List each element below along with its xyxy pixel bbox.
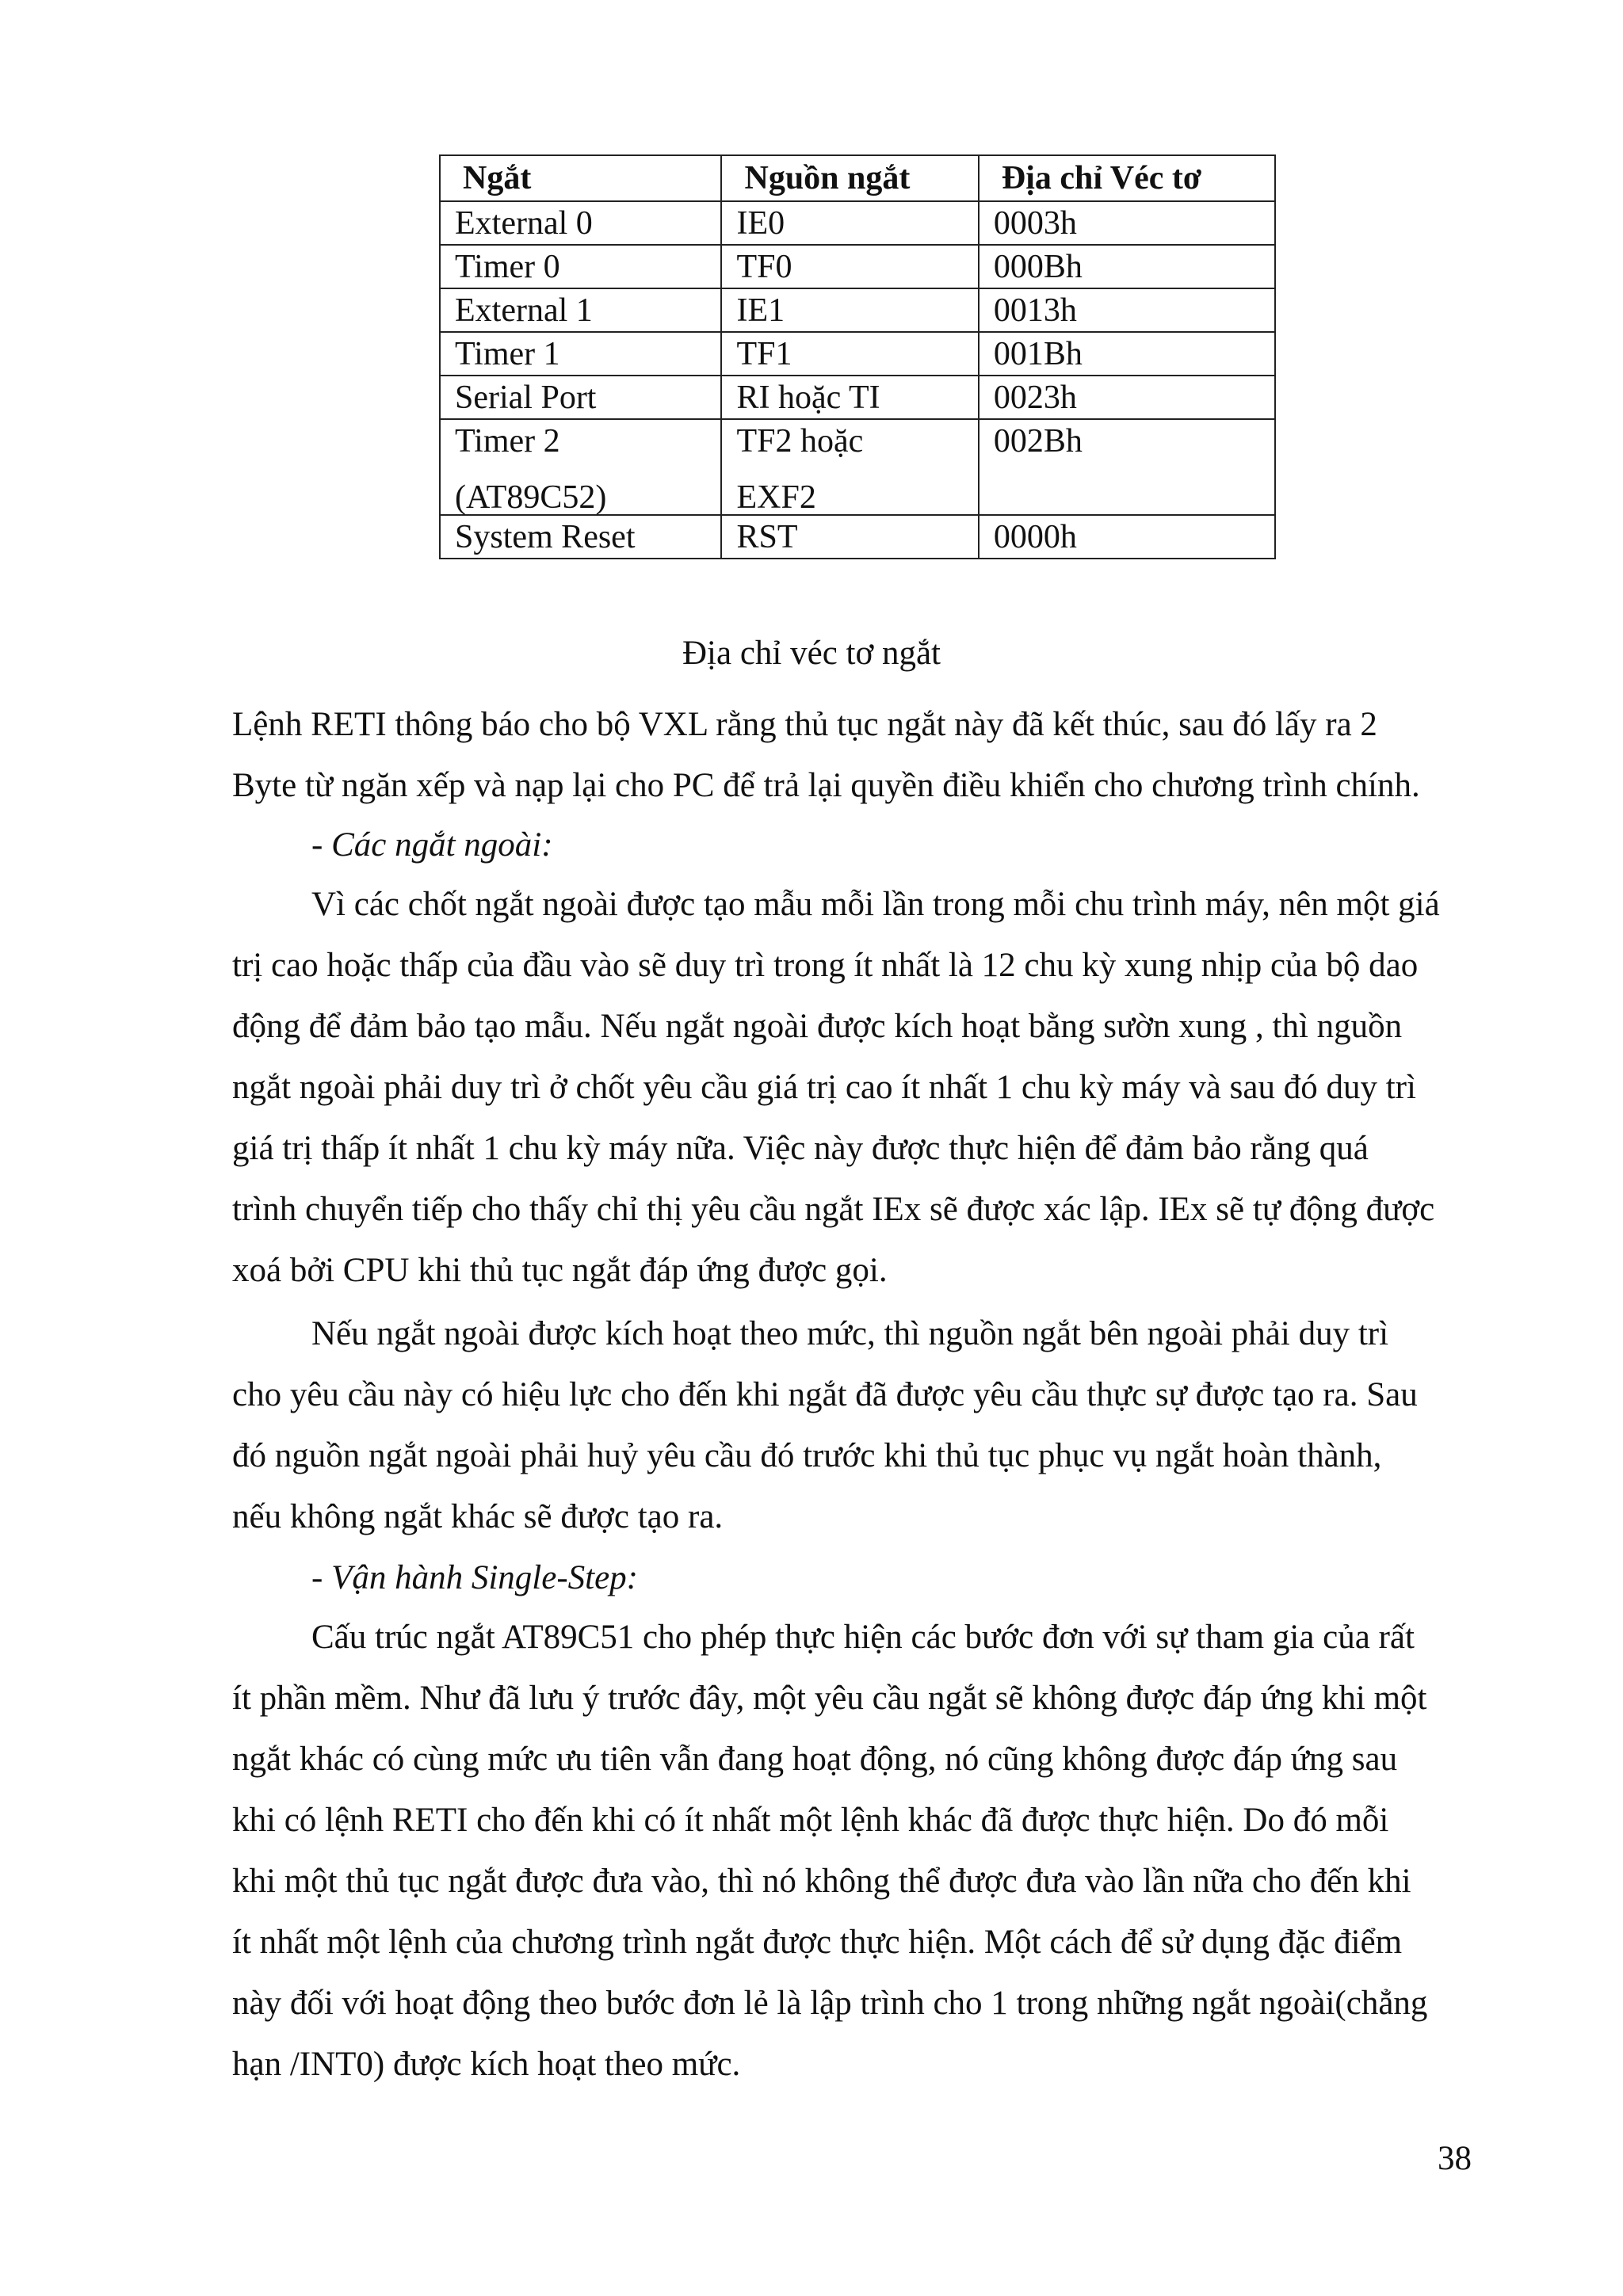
cell-line: TF2 hoặc: [736, 423, 864, 460]
interrupt-vector-table: [439, 154, 1276, 559]
text-line: khi có lệnh RETI cho đến khi có ít nhất một lệnh khác đã được thực hiện. Do đó mỗi: [232, 1802, 1389, 1839]
cell-interrupt: System Reset: [440, 515, 721, 559]
text-line: đó nguồn ngắt ngoài phải huỷ yêu cầu đó trước khi thủ tục phục vụ ngắt hoàn thành,: [232, 1437, 1382, 1474]
table-caption: Địa chỉ véc tơ ngắt: [682, 635, 941, 672]
cell-source: IE1: [721, 288, 978, 332]
table-row: [440, 201, 1275, 245]
cell-line: 002Bh: [993, 423, 1083, 460]
text-line: Cấu trúc ngắt AT89C51 cho phép thực hiện các bước đơn với sự tham gia của rất: [311, 1619, 1415, 1656]
paragraph: [232, 1607, 1472, 2095]
cell-interrupt: Timer 0: [440, 245, 721, 288]
cell-address: [979, 419, 1275, 515]
table-row-timer2: [440, 419, 1275, 515]
table-header-row: [440, 155, 1275, 201]
cell-interrupt: Timer 1: [440, 332, 721, 376]
cell-source: RST: [721, 515, 978, 559]
cell-address: 0023h: [979, 376, 1275, 419]
header-vector-address: Địa chỉ Véc tơ: [979, 155, 1275, 201]
table-row: [440, 288, 1275, 332]
table-row: [440, 245, 1275, 288]
table-row: [440, 332, 1275, 376]
cell-source: [721, 419, 978, 515]
text-line: hạn /INT0) được kích hoạt theo mức.: [232, 2046, 741, 2083]
text-line: ngắt ngoài phải duy trì ở chốt yêu cầu giá trị cao ít nhất 1 chu kỳ máy và sau đó duy trì: [232, 1069, 1416, 1106]
cell-line: EXF2: [736, 479, 816, 516]
text-line: khi một thủ tục ngắt được đưa vào, thì nó không thể được đưa vào lần nữa cho đến khi: [232, 1863, 1411, 1900]
cell-address: 0003h: [979, 201, 1275, 245]
text-line: này đối với hoạt động theo bước đơn lẻ là lập trình cho 1 trong những ngắt ngoài(chẳng: [232, 1985, 1428, 2022]
cell-address: 0000h: [979, 515, 1275, 559]
cell-address: 001Bh: [979, 332, 1275, 376]
table-row: [440, 515, 1275, 559]
paragraph: [232, 694, 1472, 816]
cell-source: IE0: [721, 201, 978, 245]
section-heading: - Các ngắt ngoài:: [311, 826, 553, 864]
text-line: trị cao hoặc thấp của đầu vào sẽ duy trì trong ít nhất là 12 chu kỳ xung nhịp của bộ dao: [232, 947, 1419, 984]
text-line: xoá bởi CPU khi thủ tục ngắt đáp ứng được gọi.: [232, 1252, 888, 1289]
text-line: giá trị thấp ít nhất 1 chu kỳ máy nữa. Việc này được thực hiện để đảm bảo rằng quá: [232, 1130, 1369, 1167]
paragraph: [232, 1303, 1472, 1547]
text-line: động để đảm bảo tạo mẫu. Nếu ngắt ngoài được kích hoạt bằng sườn xung , thì nguồn: [232, 1008, 1403, 1045]
cell-source: RI hoặc TI: [721, 376, 978, 419]
text-line: ít phần mềm. Như đã lưu ý trước đây, một yêu cầu ngắt sẽ không được đáp ứng khi một: [232, 1680, 1427, 1717]
header-interrupt: Ngắt: [440, 155, 721, 201]
cell-line: (AT89C52): [455, 479, 607, 516]
cell-source: TF1: [721, 332, 978, 376]
text-line: nếu không ngắt khác sẽ được tạo ra.: [232, 1498, 724, 1535]
text-line: Lệnh RETI thông báo cho bộ VXL rằng thủ tục ngắt này đã kết thúc, sau đó lấy ra 2: [232, 706, 1377, 743]
text-line: Byte từ ngăn xếp và nạp lại cho PC để trả lại quyền điều khiển cho chương trình chính.: [232, 767, 1420, 804]
cell-source: TF0: [721, 245, 978, 288]
text-line: cho yêu cầu này có hiệu lực cho đến khi ngắt đã được yêu cầu thực sự được tạo ra. Sau: [232, 1376, 1418, 1413]
text-line: Vì các chốt ngắt ngoài được tạo mẫu mỗi lần trong mỗi chu trình máy, nên một giá: [311, 886, 1440, 923]
cell-interrupt: Serial Port: [440, 376, 721, 419]
header-source: Nguồn ngắt: [721, 155, 978, 201]
text-line: trình chuyển tiếp cho thấy chỉ thị yêu cầu ngắt IEx sẽ được xác lập. IEx sẽ tự động được: [232, 1191, 1435, 1228]
page-number: 38: [1438, 2140, 1472, 2177]
cell-interrupt: [440, 419, 721, 515]
text-line: Nếu ngắt ngoài được kích hoạt theo mức, thì nguồn ngắt bên ngoài phải duy trì: [311, 1315, 1389, 1352]
cell-line: Timer 2: [455, 423, 560, 460]
table-row: [440, 376, 1275, 419]
cell-address: 000Bh: [979, 245, 1275, 288]
cell-address: 0013h: [979, 288, 1275, 332]
cell-interrupt: External 1: [440, 288, 721, 332]
cell-interrupt: External 0: [440, 201, 721, 245]
section-heading: - Vận hành Single-Step:: [311, 1559, 638, 1596]
text-line: ít nhất một lệnh của chương trình ngắt được thực hiện. Một cách để sử dụng đặc điểm: [232, 1924, 1403, 1961]
paragraph: [232, 874, 1472, 1301]
text-line: ngắt khác có cùng mức ưu tiên vẫn đang hoạt động, nó cũng không được đáp ứng sau: [232, 1741, 1398, 1778]
